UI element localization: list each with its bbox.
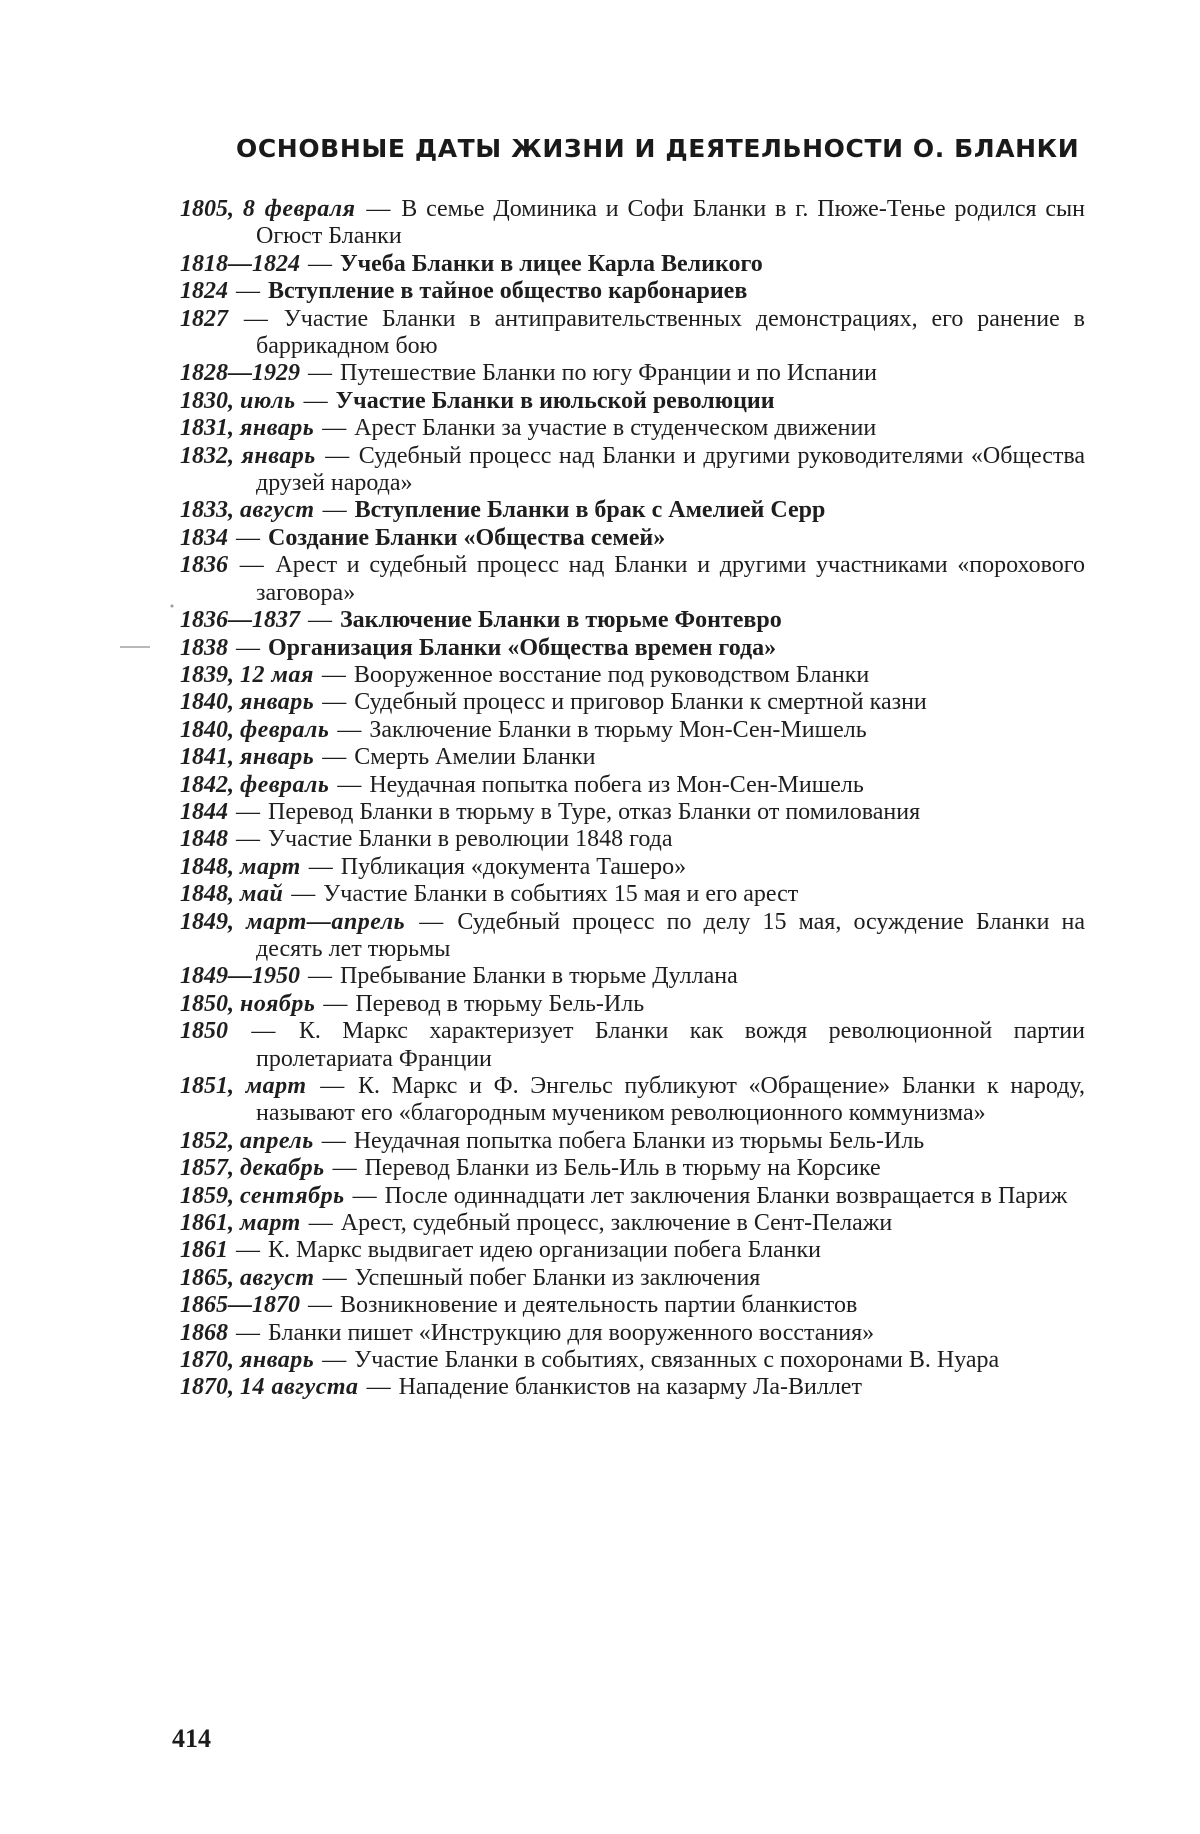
entry-text: Участие Бланки в революции 1848 года <box>268 826 672 852</box>
entry-dash: — <box>316 443 359 469</box>
entry-dash: — <box>300 607 340 633</box>
chronology-entry <box>180 689 1085 716</box>
entry-dash: — <box>405 909 457 935</box>
entry-date: 1861, <box>180 1210 234 1236</box>
entry-text: Успешный побег Бланки из заключения <box>355 1265 761 1291</box>
entry-date: 1849—1950 <box>180 963 300 989</box>
entry-month: сентябрь <box>240 1183 345 1209</box>
entry-text: Неудачная попытка побега Бланки из тюрьмы Бель-Иль <box>354 1128 925 1154</box>
entry-dash: — <box>314 1347 354 1373</box>
entry-dash: — <box>228 278 268 304</box>
entry-text: Учеба Бланки в лицее Карла Великого <box>340 251 763 277</box>
chronology-entry <box>180 1155 1085 1182</box>
entry-text: Бланки пишет «Инструкцию для вооруженного восстания» <box>268 1320 874 1346</box>
entry-dash: — <box>228 525 268 551</box>
scan-mark <box>171 605 174 608</box>
chronology-entry <box>180 963 1085 990</box>
entry-dash: — <box>228 826 268 852</box>
entry-dash: — <box>329 717 369 743</box>
entry-date: 1831, <box>180 415 234 441</box>
entry-month: 14 августа <box>240 1374 359 1400</box>
entry-text: Участие Бланки в событиях 15 мая и его арест <box>323 881 798 907</box>
chronology-entry <box>180 552 1085 607</box>
entry-text: Возникновение и деятельность партии бланкистов <box>340 1292 857 1318</box>
entry-month: февраль <box>240 717 329 743</box>
chronology-entry <box>180 497 1085 524</box>
chronology-entry <box>180 1320 1085 1347</box>
entry-month: март <box>246 1073 307 1099</box>
chronology-entry <box>180 1018 1085 1073</box>
chronology-entry <box>180 1073 1085 1128</box>
entry-dash: — <box>283 881 323 907</box>
entry-date: 1861 <box>180 1237 228 1263</box>
chronology-entry <box>180 1237 1085 1264</box>
entry-date: 1832, <box>180 443 234 469</box>
entry-month: август <box>240 497 315 523</box>
entry-dash: — <box>228 552 275 578</box>
entry-date: 1857, <box>180 1155 234 1181</box>
entry-date: 1850, <box>180 991 234 1017</box>
entry-dash: — <box>315 991 355 1017</box>
entry-month: январь <box>240 415 314 441</box>
entry-date: 1868 <box>180 1320 228 1346</box>
chronology-entry <box>180 388 1085 415</box>
entry-date: 1818—1824 <box>180 251 300 277</box>
entry-text: Перевод в тюрьму Бель-Иль <box>355 991 644 1017</box>
entry-dash: — <box>300 1292 340 1318</box>
entry-date: 1865, <box>180 1265 234 1291</box>
entry-month: июль <box>240 388 296 414</box>
chronology-entry <box>180 881 1085 908</box>
entry-date: 1834 <box>180 525 228 551</box>
entry-dash: — <box>345 1183 385 1209</box>
entry-month: декабрь <box>240 1155 325 1181</box>
entry-text: К. Маркс выдвигает идею организации побега Бланки <box>268 1237 821 1263</box>
chronology-entry <box>180 909 1085 964</box>
entry-date: 1848, <box>180 854 234 880</box>
entry-date: 1828—1929 <box>180 360 300 386</box>
chronology-entry <box>180 1183 1085 1210</box>
entry-text: Вступление Бланки в брак с Амелией Серр <box>355 497 826 523</box>
chronology-entry <box>180 991 1085 1018</box>
entry-date: 1850 <box>180 1018 228 1044</box>
entry-date: 1848, <box>180 881 234 907</box>
entry-month: май <box>240 881 283 907</box>
entry-text: Перевод Бланки из Бель-Иль в тюрьму на Корсике <box>365 1155 881 1181</box>
chronology-entry <box>180 1265 1085 1292</box>
entry-text: Арест, судебный процесс, заключение в Сент-Пелажи <box>341 1210 892 1236</box>
chronology-entry <box>180 443 1085 498</box>
entry-month: январь <box>240 1347 314 1373</box>
chronology-entry <box>180 525 1085 552</box>
entry-dash: — <box>228 306 284 332</box>
entry-text: Заключение Бланки в тюрьме Фонтевро <box>340 607 782 633</box>
chronology-entry <box>180 251 1085 278</box>
chronology-entry <box>180 306 1085 361</box>
entry-date: 1805, <box>180 196 234 222</box>
entry-date: 1852, <box>180 1128 234 1154</box>
entry-date: 1865—1870 <box>180 1292 300 1318</box>
entry-text: Перевод Бланки в тюрьму в Туре, отказ Бланки от помилования <box>268 799 920 825</box>
entry-dash: — <box>296 388 336 414</box>
chronology-entry <box>180 854 1085 881</box>
entry-dash: — <box>301 1210 341 1236</box>
entry-dash: — <box>315 497 355 523</box>
chronology-entry <box>180 772 1085 799</box>
chronology-entry <box>180 360 1085 387</box>
entry-month: март <box>240 1210 301 1236</box>
chronology-entry <box>180 607 1085 634</box>
chronology-entry <box>180 717 1085 744</box>
entry-text: Публикация «документа Ташеро» <box>341 854 686 880</box>
entry-date: 1844 <box>180 799 228 825</box>
entry-text: Вступление в тайное общество карбонариев <box>268 278 747 304</box>
entry-dash: — <box>300 963 340 989</box>
page-title: ОСНОВНЫЕ ДАТЫ ЖИЗНИ И ДЕЯТЕЛЬНОСТИ О. БЛАНКИ <box>236 134 1036 163</box>
entry-month: январь <box>240 744 314 770</box>
entry-text: В семье Доминика и Софи Бланки в г. Пюже-Тенье родился сын Огюст Бланки <box>256 196 1085 249</box>
entry-month: январь <box>242 443 316 469</box>
entry-month: февраль <box>240 772 329 798</box>
entry-date: 1836—1837 <box>180 607 300 633</box>
entry-text: К. Маркс характеризует Бланки как вождя революционной партии пролетариата Франции <box>256 1018 1085 1071</box>
entry-date: 1870, <box>180 1347 234 1373</box>
entry-text: К. Маркс и Ф. Энгельс публикуют «Обращение» Бланки к народу, называют его «благородным мучеником революционного коммунизма» <box>256 1073 1085 1126</box>
book-page <box>0 0 1200 1834</box>
entry-text: Судебный процесс и приговор Бланки к смертной казни <box>354 689 927 715</box>
entry-dash: — <box>329 772 369 798</box>
entry-date: 1842, <box>180 772 234 798</box>
entry-text: Смерть Амелии Бланки <box>354 744 595 770</box>
entry-text: Участие Бланки в антиправительственных демонстрациях, его ранение в баррикадном бою <box>256 306 1085 359</box>
entry-date: 1849, <box>180 909 234 935</box>
chronology-list <box>180 196 1085 1402</box>
chronology-entry <box>180 799 1085 826</box>
entry-dash: — <box>301 854 341 880</box>
entry-date: 1824 <box>180 278 228 304</box>
entry-dash: — <box>314 744 354 770</box>
entry-month: март <box>240 854 301 880</box>
entry-month: 8 февраля <box>243 196 356 222</box>
entry-text: Участие Бланки в событиях, связанных с похоронами В. Нуара <box>354 1347 999 1373</box>
entry-dash: — <box>307 1073 358 1099</box>
entry-dash: — <box>228 1320 268 1346</box>
entry-month: январь <box>240 689 314 715</box>
entry-month: ноябрь <box>240 991 315 1017</box>
entry-dash: — <box>228 799 268 825</box>
entry-dash: — <box>228 635 268 661</box>
chronology-entry <box>180 826 1085 853</box>
entry-date: 1841, <box>180 744 234 770</box>
entry-dash: — <box>355 196 401 222</box>
entry-date: 1836 <box>180 552 228 578</box>
entry-date: 1833, <box>180 497 234 523</box>
entry-month: март—апрель <box>246 909 405 935</box>
chronology-entry <box>180 635 1085 662</box>
entry-dash: — <box>359 1374 399 1400</box>
entry-month: 12 мая <box>240 662 314 688</box>
entry-text: Нападение бланкистов на казарму Ла-Виллет <box>399 1374 862 1400</box>
chronology-entry <box>180 1292 1085 1319</box>
entry-dash: — <box>228 1237 268 1263</box>
chronology-entry <box>180 1347 1085 1374</box>
entry-date: 1848 <box>180 826 228 852</box>
entry-dash: — <box>314 662 354 688</box>
chronology-entry <box>180 744 1085 771</box>
entry-text: Заключение Бланки в тюрьму Мон-Сен-Мишель <box>369 717 866 743</box>
entry-date: 1840, <box>180 717 234 743</box>
chronology-entry <box>180 278 1085 305</box>
entry-date: 1870, <box>180 1374 234 1400</box>
entry-dash: — <box>314 1128 354 1154</box>
entry-text: Арест и судебный процесс над Бланки и другими участниками «порохового заговора» <box>256 552 1085 605</box>
entry-text: Судебный процесс по делу 15 мая, осуждение Бланки на десять лет тюрьмы <box>256 909 1085 962</box>
entry-text: После одиннадцати лет заключения Бланки возвращается в Париж <box>385 1183 1068 1209</box>
chronology-entry <box>180 1374 1085 1401</box>
chronology-entry <box>180 415 1085 442</box>
entry-text: Путешествие Бланки по югу Франции и по Испании <box>340 360 877 386</box>
chronology-entry <box>180 662 1085 689</box>
entry-text: Судебный процесс над Бланки и другими руководителями «Общества друзей народа» <box>256 443 1085 496</box>
entry-month: август <box>240 1265 315 1291</box>
entry-dash: — <box>300 360 340 386</box>
page-number: 414 <box>172 1724 211 1754</box>
entry-dash: — <box>314 689 354 715</box>
entry-text: Участие Бланки в июльской революции <box>336 388 775 414</box>
chronology-entry <box>180 1128 1085 1155</box>
entry-text: Арест Бланки за участие в студенческом движении <box>354 415 876 441</box>
entry-date: 1839, <box>180 662 234 688</box>
entry-date: 1838 <box>180 635 228 661</box>
entry-text: Пребывание Бланки в тюрьме Дуллана <box>340 963 738 989</box>
chronology-entry <box>180 196 1085 251</box>
entry-dash: — <box>228 1018 299 1044</box>
entry-dash: — <box>315 1265 355 1291</box>
entry-text: Организация Бланки «Общества времен года» <box>268 635 776 661</box>
entry-month: апрель <box>240 1128 314 1154</box>
entry-date: 1830, <box>180 388 234 414</box>
entry-date: 1827 <box>180 306 228 332</box>
entry-date: 1840, <box>180 689 234 715</box>
entry-date: 1851, <box>180 1073 234 1099</box>
entry-dash: — <box>325 1155 365 1181</box>
entry-text: Создание Бланки «Общества семей» <box>268 525 665 551</box>
entry-date: 1859, <box>180 1183 234 1209</box>
entry-dash: — <box>300 251 340 277</box>
entry-text: Неудачная попытка побега из Мон-Сен-Мишель <box>369 772 863 798</box>
entry-dash: — <box>314 415 354 441</box>
entry-text: Вооруженное восстание под руководством Бланки <box>354 662 869 688</box>
chronology-entry <box>180 1210 1085 1237</box>
